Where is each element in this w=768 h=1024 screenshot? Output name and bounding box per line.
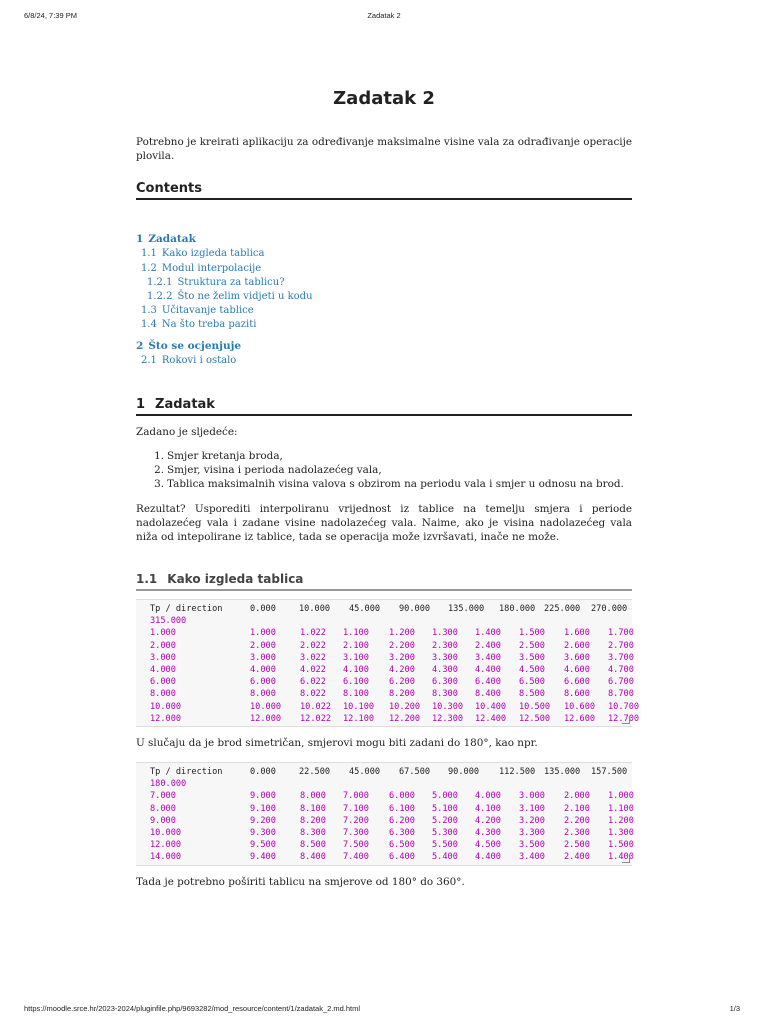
code-cell: 2.600	[564, 640, 590, 651]
code-cell: 9.300	[250, 827, 276, 838]
code-cell: 12.300	[432, 713, 464, 724]
code-cell: 10.000	[250, 701, 282, 712]
code-cell: 2.200	[564, 815, 590, 826]
code-cell: 10.000	[150, 827, 182, 838]
code-cell: 45.000	[349, 767, 381, 777]
code-row	[150, 627, 632, 639]
code-cell: 270.000	[591, 604, 628, 614]
code-cell: 3.300	[519, 827, 545, 838]
toc-link-ucitavanje-tablice[interactable]: 1.3 Učitavanje tablice	[141, 305, 254, 316]
code-cell: 12.400	[475, 713, 507, 724]
code-header-row	[150, 603, 632, 615]
code-cell: 4.700	[608, 664, 634, 675]
code-cell: 12.022	[300, 713, 332, 724]
given-list	[136, 449, 624, 491]
code-cell: 3.022	[300, 652, 326, 663]
code-cell: 6.000	[389, 791, 415, 802]
code-cell: Tp / direction	[150, 767, 223, 777]
code-cell: 2.022	[300, 640, 326, 651]
code-cell: 4.600	[564, 664, 590, 675]
code-cell: 4.400	[475, 664, 501, 675]
code-cell: 1.400	[475, 628, 501, 639]
code-cell: 2.700	[608, 640, 634, 651]
code-cell: 4.200	[475, 815, 501, 826]
code-cell: 6.200	[389, 815, 415, 826]
code-cell: 1.300	[608, 827, 634, 838]
code-cell: 1.000	[608, 791, 634, 802]
code-cell: 5.500	[432, 840, 458, 851]
code-cell: 2.300	[432, 640, 458, 651]
code-cell: 6.022	[300, 677, 326, 688]
code-cell: 2.300	[564, 827, 590, 838]
code-row	[150, 790, 632, 802]
code-cell: 2.000	[150, 640, 176, 651]
code-cell: 3.200	[389, 652, 415, 663]
code-cell: 4.300	[475, 827, 501, 838]
code-row	[150, 839, 632, 851]
code-cell: 1.500	[519, 628, 545, 639]
code-row	[150, 827, 632, 839]
code-row	[150, 713, 640, 725]
code-row	[150, 851, 632, 863]
code-cell: 7.000	[343, 791, 369, 802]
resize-handle-icon[interactable]	[622, 855, 630, 863]
contents-heading: Contents	[136, 181, 632, 200]
given-paragraph: Zadano je sljedeće:	[136, 426, 238, 438]
code-cell: 67.500	[399, 767, 431, 777]
code-row	[150, 676, 632, 688]
code-cell: 3.100	[343, 652, 369, 663]
code-cell: 6.400	[389, 852, 415, 863]
code-cell: 6.000	[250, 677, 276, 688]
code-cell: 7.500	[343, 840, 369, 851]
code-cell: 10.400	[475, 701, 507, 712]
code-cell: 6.100	[389, 803, 415, 814]
code-cell: 9.000	[250, 791, 276, 802]
code-cell: 112.500	[499, 767, 536, 777]
code-cell: 2.100	[343, 640, 369, 651]
code-cell: 8.400	[300, 852, 326, 863]
code-cell: 4.022	[300, 664, 326, 675]
extend-paragraph: Tada je potrebno poširiti tablicu na smjerove od 180° do 360°.	[136, 876, 465, 888]
code-cell: 1.022	[300, 628, 326, 639]
code-cell: 8.300	[300, 827, 326, 838]
section-heading-kako-izgleda-tablica: 1.1 Kako izgleda tablica	[136, 572, 632, 591]
toc-link-sto-se-ocjenjuje[interactable]: 2 Što se ocjenjuje	[136, 340, 242, 352]
code-cell: 4.300	[432, 664, 458, 675]
code-cell: 9.100	[250, 803, 276, 814]
code-header-wrap: 180.000	[150, 779, 187, 790]
code-cell: 2.200	[389, 640, 415, 651]
code-cell: 4.400	[475, 852, 501, 863]
code-cell: 1.100	[608, 803, 634, 814]
code-cell: 3.400	[475, 652, 501, 663]
code-cell: 4.000	[250, 664, 276, 675]
print-datetime: 6/8/24, 7:39 PM	[24, 11, 77, 20]
code-cell: 4.100	[343, 664, 369, 675]
code-row	[150, 815, 632, 827]
code-cell: 5.400	[432, 852, 458, 863]
code-cell: 3.500	[519, 652, 545, 663]
code-cell: 5.300	[432, 827, 458, 838]
code-cell: 3.500	[519, 840, 545, 851]
code-cell: 0.000	[250, 767, 276, 777]
symmetry-paragraph: U slučaju da je brod simetričan, smjerovi mogu biti zadani do 180°, kao npr.	[136, 737, 538, 749]
code-cell: 8.100	[343, 689, 369, 700]
code-cell: 225.000	[544, 604, 581, 614]
code-cell: 4.500	[475, 840, 501, 851]
code-cell: 7.100	[343, 803, 369, 814]
toc-link-sto-ne-zelim-vidjeti[interactable]: 1.2.2 Što ne želim vidjeti u kodu	[147, 291, 313, 302]
code-cell: 5.000	[432, 791, 458, 802]
section-heading-zadatak: 1 Zadatak	[136, 397, 632, 416]
code-cell: 1.500	[608, 840, 634, 851]
code-cell: 3.700	[608, 652, 634, 663]
code-row	[150, 640, 632, 652]
code-cell: 45.000	[349, 604, 381, 614]
list-item: 3. Tablica maksimalnih visina valova s obzirom na periodu vala i smjer u odnosu na brod.	[154, 478, 624, 490]
code-cell: 1.100	[343, 628, 369, 639]
code-cell: 12.000	[250, 713, 282, 724]
code-row	[150, 803, 632, 815]
code-cell: 10.000	[299, 604, 331, 614]
code-cell: 10.000	[150, 701, 182, 712]
code-cell: 10.700	[608, 701, 640, 712]
code-cell: 4.100	[475, 803, 501, 814]
code-cell: 6.600	[564, 677, 590, 688]
code-cell: 10.600	[564, 701, 596, 712]
code-block-table-1[interactable]	[136, 599, 640, 727]
code-cell: 8.000	[250, 689, 276, 700]
toc-link-kako-izgleda-tablica[interactable]: 1.1 Kako izgleda tablica	[141, 248, 265, 259]
resize-handle-icon[interactable]	[622, 716, 630, 724]
code-cell: 22.500	[299, 767, 331, 777]
code-cell: 3.200	[519, 815, 545, 826]
code-cell: 6.100	[343, 677, 369, 688]
code-cell: 6.500	[389, 840, 415, 851]
toc-link-zadatak[interactable]: 1 Zadatak	[136, 233, 196, 245]
code-cell: 135.000	[544, 767, 581, 777]
code-cell: 12.600	[564, 713, 596, 724]
code-cell: 9.200	[250, 815, 276, 826]
code-cell: 3.400	[519, 852, 545, 863]
toc-link-modul-interpolacije[interactable]: 1.2 Modul interpolacije	[141, 263, 262, 274]
code-cell: 5.200	[432, 815, 458, 826]
page-title: Zadatak 2	[333, 88, 435, 109]
code-cell: 135.000	[448, 604, 485, 614]
code-cell: 8.600	[564, 689, 590, 700]
code-cell: 1.700	[608, 628, 634, 639]
code-block-table-2[interactable]	[136, 762, 632, 866]
code-cell: 157.500	[591, 767, 628, 777]
code-cell: 1.300	[432, 628, 458, 639]
code-cell: 8.700	[608, 689, 634, 700]
code-cell: 9.500	[250, 840, 276, 851]
code-cell: 14.000	[150, 852, 182, 863]
code-cell: 12.000	[150, 840, 182, 851]
code-cell: Tp / direction	[150, 604, 223, 614]
code-cell: 1.400	[608, 852, 634, 863]
code-cell: 5.100	[432, 803, 458, 814]
code-cell: 7.200	[343, 815, 369, 826]
list-item: 1. Smjer kretanja broda,	[154, 450, 283, 462]
toc-link-struktura-za-tablicu[interactable]: 1.2.1 Struktura za tablicu?	[147, 277, 285, 288]
code-cell: 6.300	[432, 677, 458, 688]
code-cell: 8.400	[475, 689, 501, 700]
code-cell: 7.000	[150, 791, 176, 802]
code-row	[150, 652, 632, 664]
code-cell: 2.400	[564, 852, 590, 863]
code-cell: 8.000	[150, 689, 176, 700]
code-cell: 6.200	[389, 677, 415, 688]
intro-paragraph: Potrebno je kreirati aplikaciju za određivanje maksimalne visine vala za odrađivanje operacije plovila.	[136, 136, 632, 162]
print-page-number: 1/3	[729, 1004, 740, 1013]
code-cell: 2.400	[475, 640, 501, 651]
code-cell: 3.000	[519, 791, 545, 802]
code-cell: 2.500	[519, 640, 545, 651]
code-cell: 7.400	[343, 852, 369, 863]
list-item: 2. Smjer, visina i perioda nadolazećeg vala,	[154, 464, 382, 476]
code-cell: 8.200	[389, 689, 415, 700]
code-cell: 8.000	[150, 803, 176, 814]
code-cell: 6.400	[475, 677, 501, 688]
print-url: https://moodle.srce.hr/2023-2024/pluginfile.php/9693282/mod_resource/content/1/zadatak_2.md.html	[24, 1004, 361, 1013]
code-cell: 8.000	[300, 791, 326, 802]
code-cell: 8.022	[300, 689, 326, 700]
code-cell: 8.500	[300, 840, 326, 851]
code-cell: 10.022	[300, 701, 332, 712]
code-cell: 3.300	[432, 652, 458, 663]
code-cell: 0.000	[250, 604, 276, 614]
code-cell: 3.100	[519, 803, 545, 814]
code-cell: 8.300	[432, 689, 458, 700]
code-cell: 1.000	[250, 628, 276, 639]
code-row	[150, 664, 632, 676]
code-cell: 2.500	[564, 840, 590, 851]
result-paragraph: Rezultat? Usporediti interpoliranu vrijednost iz tablice na temelju smjera i periode nadolazećeg vala i zadane visine nadolazećeg vala. Naime, ako je visina nadolazećeg vala niža od intepolirane iz tablice, tada se operacija može izvršavati, inače ne može.	[136, 503, 632, 543]
code-cell: 6.000	[150, 677, 176, 688]
toc-link-na-sto-treba-paziti[interactable]: 1.4 Na što treba paziti	[141, 319, 257, 330]
code-cell: 3.600	[564, 652, 590, 663]
code-cell: 1.200	[608, 815, 634, 826]
code-cell: 12.700	[608, 713, 640, 724]
code-cell: 3.000	[250, 652, 276, 663]
code-cell: 180.000	[499, 604, 536, 614]
code-cell: 6.500	[519, 677, 545, 688]
toc-link-rokovi-i-ostalo[interactable]: 2.1 Rokovi i ostalo	[141, 355, 237, 366]
code-cell: 1.600	[564, 628, 590, 639]
code-cell: 8.200	[300, 815, 326, 826]
code-cell: 12.100	[343, 713, 375, 724]
code-cell: 12.500	[519, 713, 551, 724]
code-cell: 4.500	[519, 664, 545, 675]
code-cell: 2.000	[250, 640, 276, 651]
code-cell: 9.400	[250, 852, 276, 863]
code-row	[150, 688, 632, 700]
code-cell: 4.000	[475, 791, 501, 802]
code-cell: 12.200	[389, 713, 421, 724]
code-cell: 10.100	[343, 701, 375, 712]
code-cell: 2.100	[564, 803, 590, 814]
code-header-wrap: 315.000	[150, 616, 187, 627]
code-cell: 4.200	[389, 664, 415, 675]
code-cell: 12.000	[150, 713, 182, 724]
code-cell: 8.100	[300, 803, 326, 814]
code-row	[150, 701, 640, 713]
code-cell: 3.000	[150, 652, 176, 663]
code-cell: 10.500	[519, 701, 551, 712]
code-header-row	[150, 766, 632, 778]
code-cell: 10.300	[432, 701, 464, 712]
code-cell: 2.000	[564, 791, 590, 802]
code-cell: 6.300	[389, 827, 415, 838]
code-cell: 7.300	[343, 827, 369, 838]
print-title: Zadatak 2	[367, 11, 401, 20]
code-cell: 8.500	[519, 689, 545, 700]
code-cell: 90.000	[399, 604, 431, 614]
code-cell: 1.000	[150, 628, 176, 639]
code-cell: 1.200	[389, 628, 415, 639]
code-cell: 4.000	[150, 664, 176, 675]
code-cell: 90.000	[448, 767, 480, 777]
code-cell: 10.200	[389, 701, 421, 712]
code-cell: 9.000	[150, 815, 176, 826]
code-cell: 6.700	[608, 677, 634, 688]
